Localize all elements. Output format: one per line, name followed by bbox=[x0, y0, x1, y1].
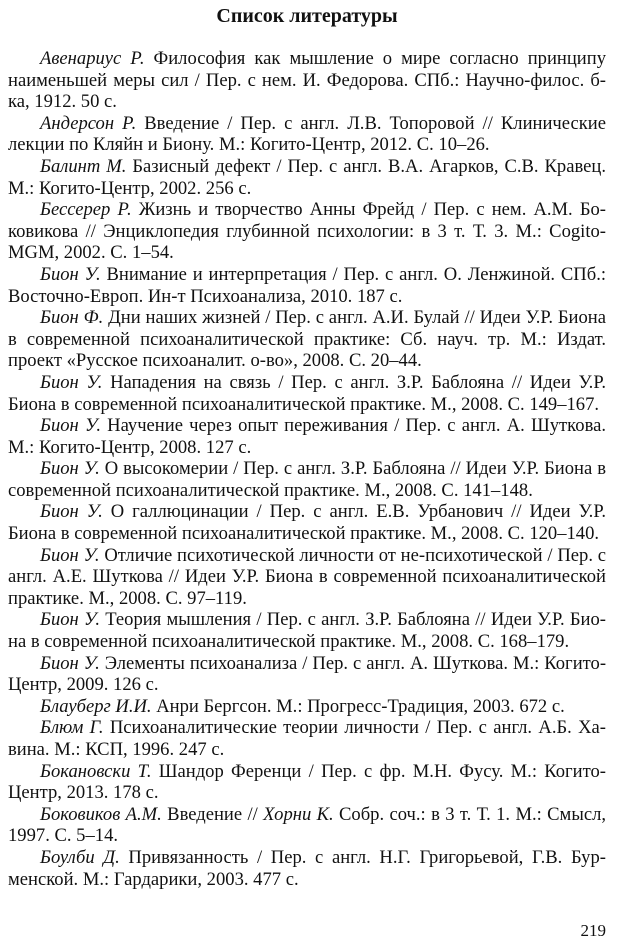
reference-text: Отличие психотической личности от не-психотической / Пер. с англ. А.Е. Шуткова // Идеи У.Р. Биона в современной психоаналитической практике. М., 2008. С. 97–119. bbox=[8, 544, 606, 609]
reference-item bbox=[8, 804, 606, 847]
reference-text: Шандор Ференци / Пер. с фр. М.Н. Фусу. М.: Когито-Центр, 2013. 178 с. bbox=[8, 760, 606, 804]
reference-text: Нападения на связь / Пер. с англ. З.Р. Баблояна // Идеи У.Р. Биона в современной психоаналитической практике. М., 2008. С. 149–167. bbox=[8, 371, 606, 415]
page-heading: Список литературы bbox=[216, 5, 398, 27]
reference-item bbox=[8, 199, 606, 264]
reference-item bbox=[8, 156, 606, 199]
reference-item bbox=[8, 761, 606, 804]
reference-author: Бион У. bbox=[40, 501, 103, 523]
reference-author: Бион У. bbox=[40, 415, 101, 437]
reference-item bbox=[8, 415, 606, 458]
reference-item bbox=[8, 545, 606, 610]
reference-author: Андерсон Р. bbox=[40, 112, 137, 134]
reference-item bbox=[8, 458, 606, 501]
reference-text: О галлюцинации / Пер. с англ. Е.В. Урбанович // Идеи У.Р. Биона в современной психоаналитической практике. М., 2008. С. 120–140. bbox=[8, 501, 606, 545]
reference-item bbox=[8, 372, 606, 415]
reference-item bbox=[8, 696, 606, 718]
reference-text: Философия как мышление о мире согласно принципу наименьшей меры сил / Пер. с нем. И. Федорова. СПб.: Научно-филос. б-ка, 1912. 50 с. bbox=[8, 48, 606, 113]
reference-text: Научение через опыт переживания / Пер. с англ. А. Шуткова. М.: Когито-Центр, 2008. 127 с. bbox=[8, 415, 607, 458]
reference-author: Бион У. bbox=[40, 371, 103, 393]
reference-text: Теория мышления / Пер. с англ. З.Р. Баблояна // Идеи У.Р. Биона в современной психоаналитической практике. М., 2008. С. 168–179. bbox=[8, 609, 606, 653]
reference-author: Блюм Г. bbox=[40, 717, 104, 739]
reference-item bbox=[8, 264, 606, 307]
page-number: 219 bbox=[580, 921, 606, 940]
reference-item bbox=[8, 113, 606, 156]
reference-text: О высокомерии / Пер. с англ. З.Р. Баблояна // Идеи У.Р. Биона в современной психоаналитической практике. М., 2008. С. 141–148. bbox=[8, 458, 607, 501]
reference-author: Бион У. bbox=[40, 544, 100, 566]
reference-text: Введение / Пер. с англ. Л.В. Топоровой // Клинические лекции по Кляйн и Биону. М.: Когито-Центр, 2012. С. 10–26. bbox=[8, 112, 606, 156]
reference-author: Бион У. bbox=[40, 458, 100, 480]
reference-text: Психоаналитические теории личности / Пер. с англ. А.Б. Хавина. М.: КСП, 1996. 247 с. bbox=[8, 717, 606, 760]
reference-item bbox=[8, 653, 606, 696]
reference-author: Боулби Д. bbox=[40, 846, 120, 868]
reference-list bbox=[8, 48, 606, 890]
reference-author: Бион У. bbox=[40, 652, 100, 674]
reference-text: Жизнь и творчество Анны Фрейд / Пер. с нем. А.М. Боковикова // Энциклопедия глубинной психологии: в 3 т. Т. 3. М.: Cogito-MGM, 2002. С. 1–54. bbox=[8, 199, 606, 264]
reference-editor: Хорни К. bbox=[263, 803, 334, 825]
reference-item bbox=[8, 307, 606, 372]
reference-text: Внимание и интерпретация / Пер. с англ. О. Ленжиной. СПб.: Восточно-Европ. Ин-т Психоанализа, 2010. 187 с. bbox=[8, 263, 607, 307]
reference-item bbox=[8, 48, 606, 113]
reference-text: Анри Бергсон. М.: Прогресс-Традиция, 2003. 672 с. bbox=[151, 695, 565, 717]
reference-author: Блауберг И.И. bbox=[40, 695, 152, 717]
reference-author: Бокановски Т. bbox=[40, 760, 152, 782]
reference-item bbox=[8, 501, 606, 544]
reference-author: Бион У. bbox=[40, 609, 101, 631]
reference-author: Бион У. bbox=[40, 263, 101, 285]
reference-text: Привязанность / Пер. с англ. Н.Г. Григорьевой, Г.В. Бурменской. М.: Гардарики, 2003. 477 с. bbox=[8, 846, 606, 890]
reference-text: Элементы психоанализа / Пер. с англ. А. Шуткова. М.: Когито-Центр, 2009. 126 с. bbox=[8, 652, 607, 696]
reference-author: Боковиков А.М. bbox=[40, 803, 162, 825]
reference-item bbox=[8, 609, 606, 652]
reference-text: Базисный дефект / Пер. с англ. В.А. Агарков, С.В. Кравец. М.: Когито-Центр, 2002. 256 с. bbox=[8, 155, 606, 199]
reference-item bbox=[8, 847, 606, 890]
reference-text: Дни наших жизней / Пер. с англ. А.И. Булай // Идеи У.Р. Биона в современной психоаналитической практике: Сб. науч. тр. М.: Издат. проект «Русское психоаналит. о-во», 2008. С. 20–44. bbox=[8, 307, 606, 372]
reference-author: Бессерер Р. bbox=[40, 199, 132, 221]
reference-text-tail: Собр. соч.: в 3 т. Т. 1. М.: Смысл, 1997. С. 5–14. bbox=[8, 803, 606, 847]
reference-text: Введение // bbox=[161, 803, 264, 825]
reference-item bbox=[8, 717, 606, 760]
reference-author: Авенариус Р. bbox=[40, 48, 145, 69]
reference-author: Балинт М. bbox=[40, 155, 127, 177]
reference-author: Бион Ф. bbox=[40, 307, 104, 329]
